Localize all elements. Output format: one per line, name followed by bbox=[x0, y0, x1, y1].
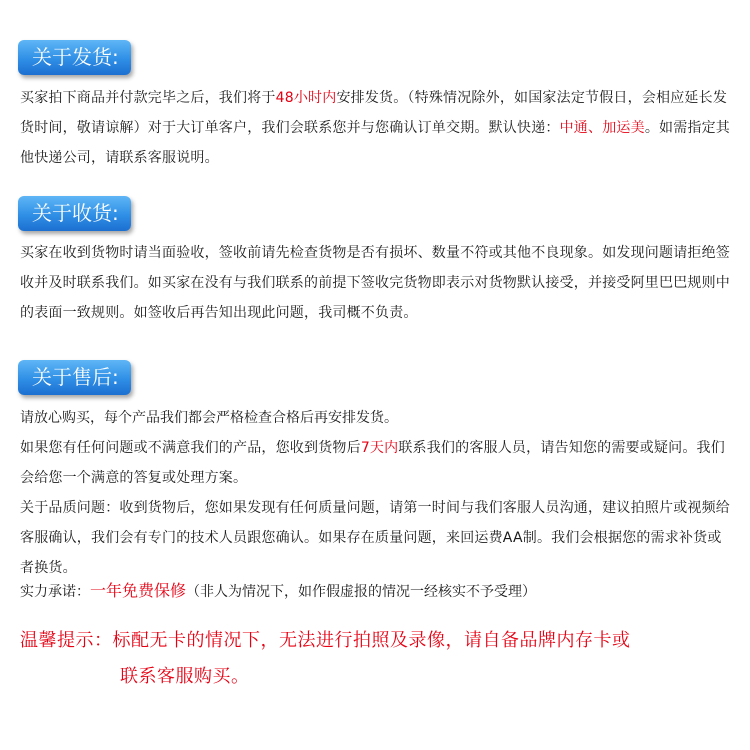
aftersale-line-1: 请放心购买，每个产品我们都会严格检查合格后再安排发货。 bbox=[20, 410, 398, 426]
aftersale-days-highlight: 7天内 bbox=[360, 440, 399, 456]
commitment-line: 实力承诺：一年免费保修（非人为情况下，如作假虚报的情况一经核实不予受理） bbox=[20, 581, 537, 600]
notice-line-1: 温馨提示：标配无卡的情况下，无法进行拍照及录像，请自备品牌内存卡或 bbox=[20, 630, 631, 651]
aftersale-line-2: 如果您有任何问题或不满意我们的产品，您收到货物后7天内联系我们的客服人员，请告知您的需要或疑问。我们会给您一个满意的答复或处理方案。 bbox=[20, 440, 725, 486]
shipping-time-highlight: 48小时内 bbox=[275, 90, 337, 106]
section-title-shipping: 关于发货: bbox=[18, 40, 131, 75]
section-title-receiving: 关于收货: bbox=[18, 196, 131, 231]
courier-highlight: 中通、加运美 bbox=[559, 120, 645, 136]
warranty-highlight: 一年免费保修 bbox=[90, 581, 187, 600]
receiving-text: 买家在收到货物时请当面验收，签收前请先检查货物是否有损坏、数量不符或其他不良现象。如发现问题请拒绝签收并及时联系我们。如买家在没有与我们联系的前提下签收完货物即表示对货物默认接受，并接受阿里巴巴规则中的表面一致规则。如签收后再告知出现此问题，我司概不负责。 bbox=[20, 245, 730, 321]
quality-issue-text: 关于品质问题：收到货物后，您如果发现有任何质量问题，请第一时间与我们客服人员沟通，建议拍照片或视频给客服确认，我们会有专门的技术人员跟您确认。如果存在质量问题，来回运费AA制。我们会根据您的需求补货或者换货。 bbox=[20, 500, 730, 576]
shipping-text: 买家拍下商品并付款完毕之后，我们将于48小时内安排发货。（特殊情况除外，如国家法定节假日，会相应延长发货时间，敬请谅解）对于大订单客户，我们会联系您并与您确认订单交期。默认快递：中通、加运美。如需指定其他快递公司，请联系客服说明。 bbox=[20, 90, 731, 166]
section-title-aftersale: 关于售后: bbox=[18, 360, 131, 395]
notice-line-2: 联系客服购买。 bbox=[120, 666, 250, 687]
